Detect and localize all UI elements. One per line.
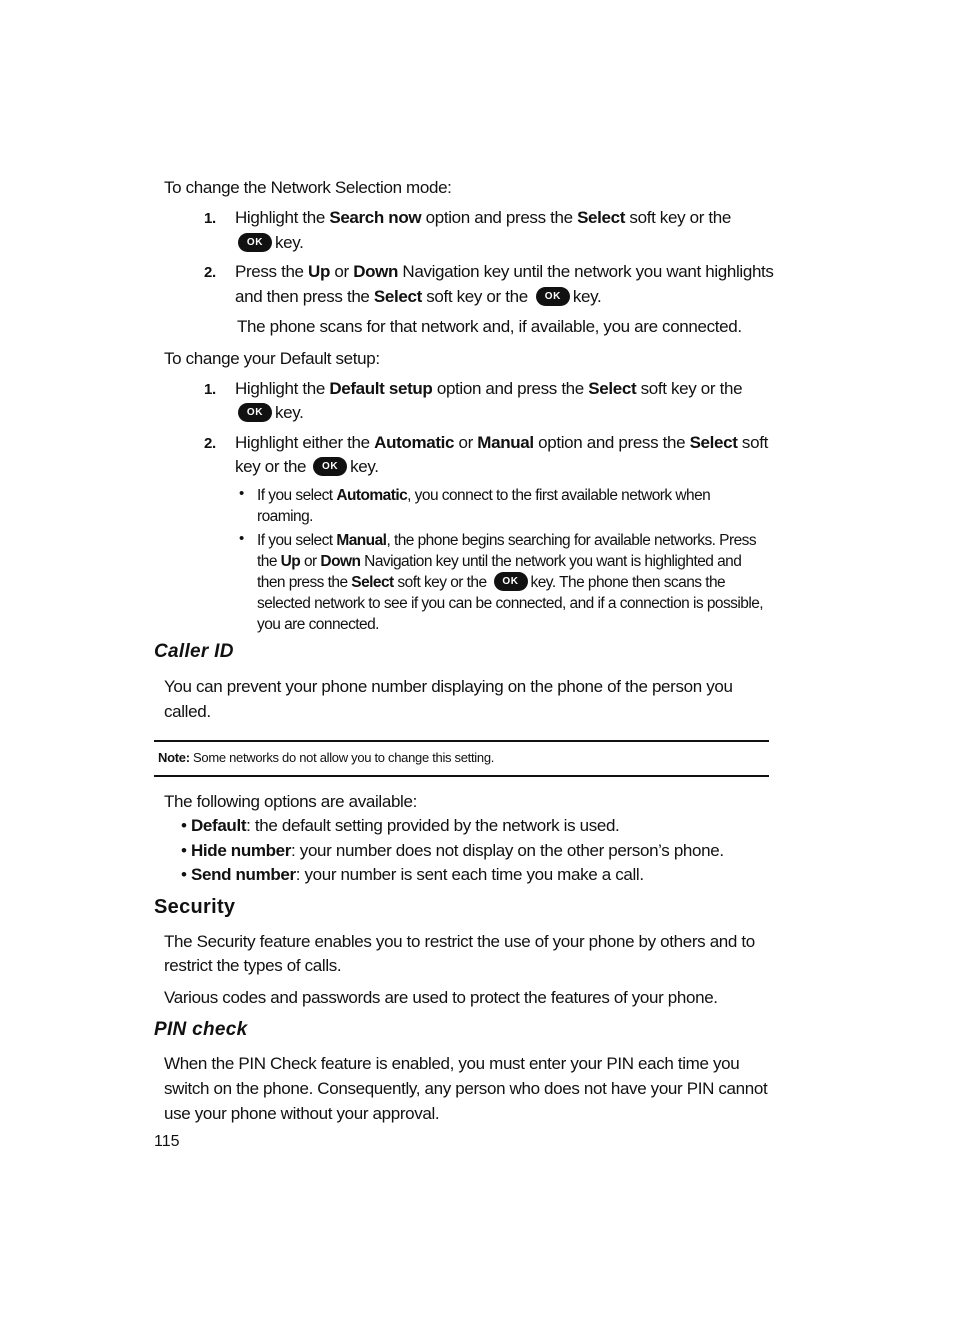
default-step2-line1: Highlight either the Automatic or Manual option and press the Select soft: [235, 433, 768, 452]
note-top-rule: [154, 740, 769, 742]
caller-id-text-line2: called.: [164, 702, 211, 721]
manual-bullet-line2: the Up or Down Navigation key until the network you want is highlighted and: [257, 553, 742, 570]
default-step1-line1: Highlight the Default setup option and press the Select soft key or the: [235, 379, 743, 398]
option-send-number: • Send number: your number is sent each time you make a call.: [181, 865, 644, 884]
caller-id-heading: Caller ID: [154, 641, 234, 662]
manual-bullet-line1: If you select Manual, the phone begins searching for available networks. Press: [257, 532, 757, 549]
pin-check-text-line3: use your phone without your approval.: [164, 1104, 440, 1123]
network-result: The phone scans for that network and, if available, you are connected.: [237, 317, 742, 336]
network-step1-number: 1.: [204, 210, 216, 227]
security-text-line1: The Security feature enables you to restrict the use of your phone by others and to: [164, 932, 755, 951]
note-bottom-rule: [154, 775, 769, 777]
manual-bullet-line3: then press the Select soft key or the OK key. The phone then scans the: [257, 574, 726, 591]
option-default: • Default: the default setting provided by the network is used.: [181, 816, 620, 835]
automatic-bullet-line1: If you select Automatic, you connect to the first available network when: [257, 487, 711, 504]
pin-check-heading: PIN check: [154, 1019, 248, 1040]
default-step1-line2: OK key.: [235, 401, 304, 425]
network-step2-line1: Press the Up or Down Navigation key until the network you want highlights: [235, 262, 774, 281]
ok-key-icon: OK: [494, 572, 528, 591]
options-intro: The following options are available:: [164, 792, 417, 811]
bullet-icon: •: [239, 530, 245, 547]
automatic-bullet-line2: roaming.: [257, 508, 313, 525]
ok-key-icon: OK: [238, 233, 272, 252]
default-step2-line2: key or the OK key.: [235, 457, 379, 476]
network-step1-line1: Highlight the Search now option and press the Select soft key or the: [235, 208, 731, 227]
pin-check-text-line2: switch on the phone. Consequently, any person who does not have your PIN cannot: [164, 1079, 768, 1098]
default-setup-intro: To change your Default setup:: [164, 349, 380, 368]
option-hide-number: • Hide number: your number does not display on the other person’s phone.: [181, 841, 724, 860]
network-step2-line2: and then press the Select soft key or the OK key.: [235, 287, 602, 306]
ok-key-icon: OK: [536, 287, 570, 306]
caller-id-text-line1: You can prevent your phone number displaying on the phone of the person you: [164, 677, 733, 696]
network-intro: To change the Network Selection mode:: [164, 178, 452, 197]
pin-check-text-line1: When the PIN Check feature is enabled, you must enter your PIN each time you: [164, 1054, 740, 1073]
default-step2-number: 2.: [204, 435, 216, 452]
ok-key-icon: OK: [238, 403, 272, 422]
manual-bullet-line5: you are connected.: [257, 616, 379, 633]
default-step1-number: 1.: [204, 381, 216, 398]
page-number: 115: [154, 1133, 180, 1150]
security-text-line3: Various codes and passwords are used to protect the features of your phone.: [164, 988, 718, 1007]
network-step1-line2: OK key.: [235, 231, 304, 255]
bullet-icon: •: [239, 485, 245, 502]
note: Note: Some networks do not allow you to change this setting.: [158, 750, 495, 765]
security-text-line2: restrict the types of calls.: [164, 956, 342, 975]
network-step2-number: 2.: [204, 264, 216, 281]
security-heading: Security: [154, 896, 236, 918]
ok-key-icon: OK: [313, 457, 347, 476]
manual-bullet-line4: selected network to see if you can be connected, and if a connection is possible,: [257, 595, 764, 612]
